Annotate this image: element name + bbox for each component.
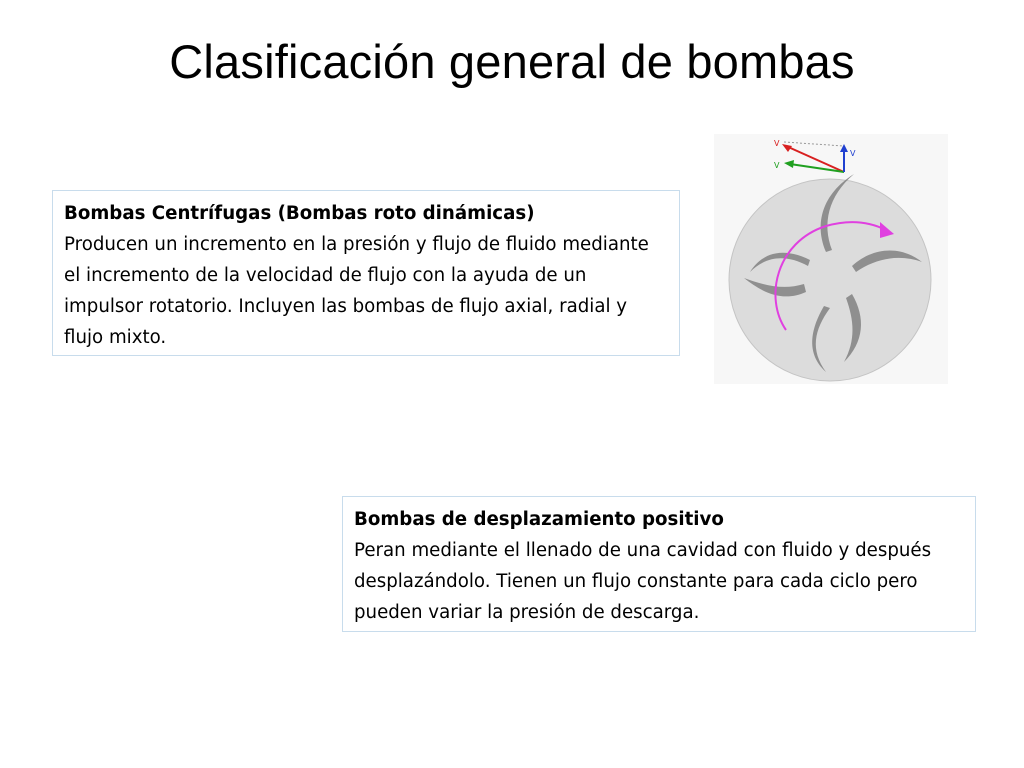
centrifugal-pumps-heading: Bombas Centrífugas (Bombas roto dinámicas) [64,203,535,224]
vector-red-label: V [774,139,780,148]
positive-displacement-textbox [342,496,976,632]
vector-green-label: V [774,161,780,170]
vector-blue-label: V [850,149,856,158]
centrifugal-pumps-description: Producen un incremento en la presión y flujo de fluido mediante el incremento de la velocidad de flujo con la ayuda de un impulsor rotatorio. Incluyen las bombas de flujo axial, radial y flujo mixto. [64,234,649,348]
centrifugal-pumps-textbox [52,190,680,356]
positive-displacement-heading: Bombas de desplazamiento positivo [354,509,724,530]
impeller-diagram [714,134,948,384]
slide-title: Clasificación general de bombas [169,35,855,88]
impeller-disc [729,179,931,381]
positive-displacement-description: Peran mediante el llenado de una cavidad con fluido y después desplazándolo. Tienen un flujo constante para cada ciclo pero pueden variar la presión de descarga. [354,540,932,623]
